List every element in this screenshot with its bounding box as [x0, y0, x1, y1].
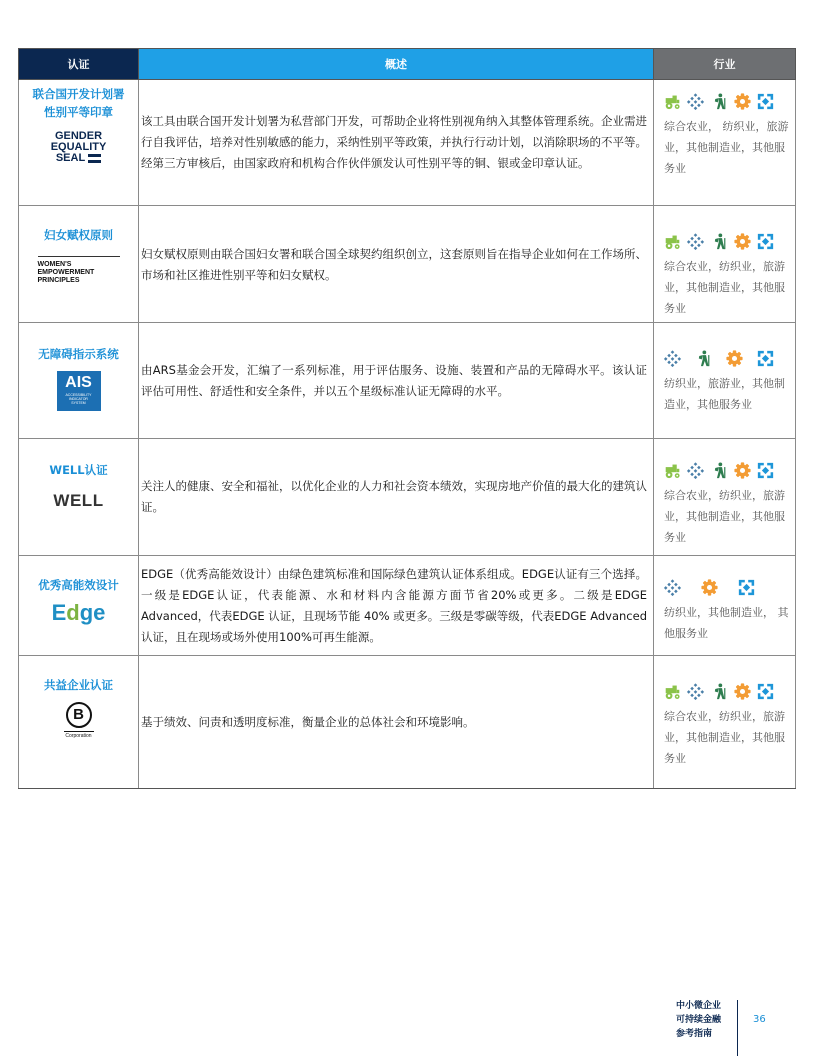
- cert-cell: [19, 439, 139, 556]
- textile-icon: [687, 93, 704, 110]
- textile-icon: [687, 233, 704, 250]
- logo-divider: [64, 731, 94, 732]
- industry-cell: [654, 323, 796, 439]
- services-icon: [757, 233, 774, 250]
- tractor-icon: [664, 683, 681, 700]
- footer-divider: [737, 1000, 738, 1056]
- logo-text: AIS: [65, 374, 92, 391]
- logo-text: INDICATOR: [69, 397, 88, 401]
- desc-cell: 妇女赋权原则由联合国妇女署和联合国全球契约组织创立，这套原则旨在指导企业如何在工作场所、市场和社区推进性别平等和妇女赋权。: [139, 206, 654, 323]
- desc-cell: 由ARS基金会开发，汇编了一系列标准，用于评估服务、设施、装置和产品的无障碍水平。该认证评估可用性、舒适性和安全条件，并以五个星级标准认证无障碍的水平。: [139, 323, 654, 439]
- industry-cell: [654, 80, 796, 206]
- footer-title-line: 可持续金融: [676, 1015, 722, 1025]
- cert-cell: [19, 556, 139, 656]
- industry-icons: [664, 576, 789, 598]
- hiker-icon: [711, 462, 728, 479]
- cert-name: 无障碍指示系统: [38, 347, 119, 361]
- womens-empowerment-logo: [38, 256, 120, 285]
- textile-icon: [664, 579, 681, 596]
- logo-text: PRINCIPLES: [37, 277, 80, 284]
- textile-icon: [664, 350, 681, 367]
- industry-icons: [664, 459, 774, 481]
- industry-icons: [664, 90, 774, 112]
- industry-text: 纺织业，其他制造业， 其他服务业: [664, 606, 789, 640]
- cert-name: 妇女赋权原则: [44, 228, 113, 242]
- header-cert: 认证: [19, 49, 139, 80]
- logo-text: ge: [79, 600, 106, 625]
- industry-text: 纺织业，旅游业，其他制造业，其他服务业: [664, 377, 785, 411]
- footer-title: [676, 999, 736, 1041]
- logo-text: E: [51, 600, 67, 625]
- cert-cell: [19, 656, 139, 789]
- desc-cell: 关注人的健康、安全和福祉，以优化企业的人力和社会资本绩效，实现房地产价值的最大化的建筑认证。: [139, 439, 654, 556]
- services-icon: [757, 93, 774, 110]
- industry-cell: [654, 439, 796, 556]
- table-header-row: [19, 49, 796, 80]
- logo-text: SYSTEM: [71, 401, 86, 405]
- cert-name: 共益企业认证: [44, 678, 113, 692]
- cert-cell: [19, 206, 139, 323]
- industry-icons: [664, 230, 774, 252]
- header-desc: 概述: [139, 49, 654, 80]
- cert-name-line: 性别平等印章: [44, 105, 113, 119]
- desc-cell: 该工具由联合国开发计划署为私营部门开发，可帮助企业将性别视角纳入其整体管理系统。企业需进行自我评估，培养对性别敏感的能力，采纳性别平等政策，并执行行动计划，以消除职场的不平等。经第三方审核后，由国家政府和机构合作伙伴颁发认可性别平等的铜、银或金印章认证。: [139, 80, 654, 206]
- table-row: [19, 439, 796, 556]
- gear-icon: [734, 683, 751, 700]
- table-row: [19, 323, 796, 439]
- logo-text: Corporation: [65, 733, 92, 739]
- textile-icon: [687, 683, 704, 700]
- industry-text: 综合农业， 纺织业，旅游业，其他制造业，其他服务业: [664, 120, 789, 175]
- tractor-icon: [664, 93, 681, 110]
- cert-name: WELL认证: [49, 463, 108, 477]
- hiker-icon: [711, 233, 728, 250]
- gear-icon: [734, 93, 751, 110]
- industry-text: 综合农业，纺织业，旅游业，其他制造业，其他服务业: [664, 489, 785, 544]
- cert-cell: [19, 323, 139, 439]
- cert-cell: [19, 80, 139, 206]
- industry-cell: [654, 656, 796, 789]
- cert-name-line: 联合国开发计划署: [32, 87, 125, 101]
- logo-text: d: [66, 600, 80, 625]
- industry-cell: [654, 206, 796, 323]
- industry-text: 综合农业，纺织业，旅游业，其他制造业，其他服务业: [664, 710, 785, 765]
- table-row: [19, 80, 796, 206]
- well-logo: WELL: [53, 491, 104, 510]
- equals-icon: [88, 154, 101, 163]
- certification-table: [18, 48, 796, 789]
- ais-logo: [57, 371, 101, 411]
- industry-icons: [664, 680, 774, 702]
- gear-icon: [726, 350, 743, 367]
- edge-logo: [19, 600, 138, 626]
- table-row: [19, 656, 796, 789]
- industry-icons: [664, 347, 774, 369]
- hiker-icon: [711, 93, 728, 110]
- hiker-icon: [711, 683, 728, 700]
- footer-title-line: 中小微企业: [676, 1001, 722, 1011]
- table-row: [19, 556, 796, 656]
- desc-cell: EDGE（优秀高能效设计）由绿色建筑标准和国际绿色建筑认证体系组成。EDGE认证有三个选择。一级是EDGE认证，代表能源、水和材料内含能源方面节省20%或更多。二级是EDGE Advanced，代表EDGE 认证，且现场节能 40% 或更多。三级是零碳等级，代表EDGE Advanced认证，且在现场或场外使用100%可再生能源。: [139, 556, 654, 656]
- textile-icon: [687, 462, 704, 479]
- cert-name: 优秀高能效设计: [38, 578, 119, 592]
- tractor-icon: [664, 462, 681, 479]
- hiker-icon: [695, 350, 712, 367]
- b-corp-logo: [55, 702, 103, 739]
- logo-text: ACCESSIBILITY: [65, 393, 92, 397]
- industry-text: 综合农业，纺织业，旅游业，其他制造业，其他服务业: [664, 260, 785, 315]
- page-number: 36: [753, 1014, 766, 1025]
- table-row: [19, 206, 796, 323]
- gear-icon: [734, 462, 751, 479]
- gear-icon: [734, 233, 751, 250]
- services-icon: [757, 683, 774, 700]
- logo-text: B: [66, 702, 92, 728]
- logo-text: EQUALITY: [50, 141, 107, 153]
- industry-cell: [654, 556, 796, 656]
- logo-text: EMPOWERMENT: [37, 269, 95, 276]
- header-industry: 行业: [654, 49, 796, 80]
- tractor-icon: [664, 233, 681, 250]
- services-icon: [757, 462, 774, 479]
- gender-equality-seal-logo: [49, 131, 109, 164]
- services-icon: [757, 350, 774, 367]
- footer-title-line: 参考指南: [676, 1029, 713, 1039]
- gear-icon: [701, 579, 718, 596]
- logo-text: SEAL: [55, 152, 86, 164]
- desc-cell: 基于绩效、问责和透明度标准，衡量企业的总体社会和环境影响。: [139, 656, 654, 789]
- logo-text: WOMEN'S: [37, 261, 72, 268]
- logo-text: GENDER: [54, 130, 103, 142]
- services-icon: [738, 579, 755, 596]
- cert-name: [19, 80, 138, 121]
